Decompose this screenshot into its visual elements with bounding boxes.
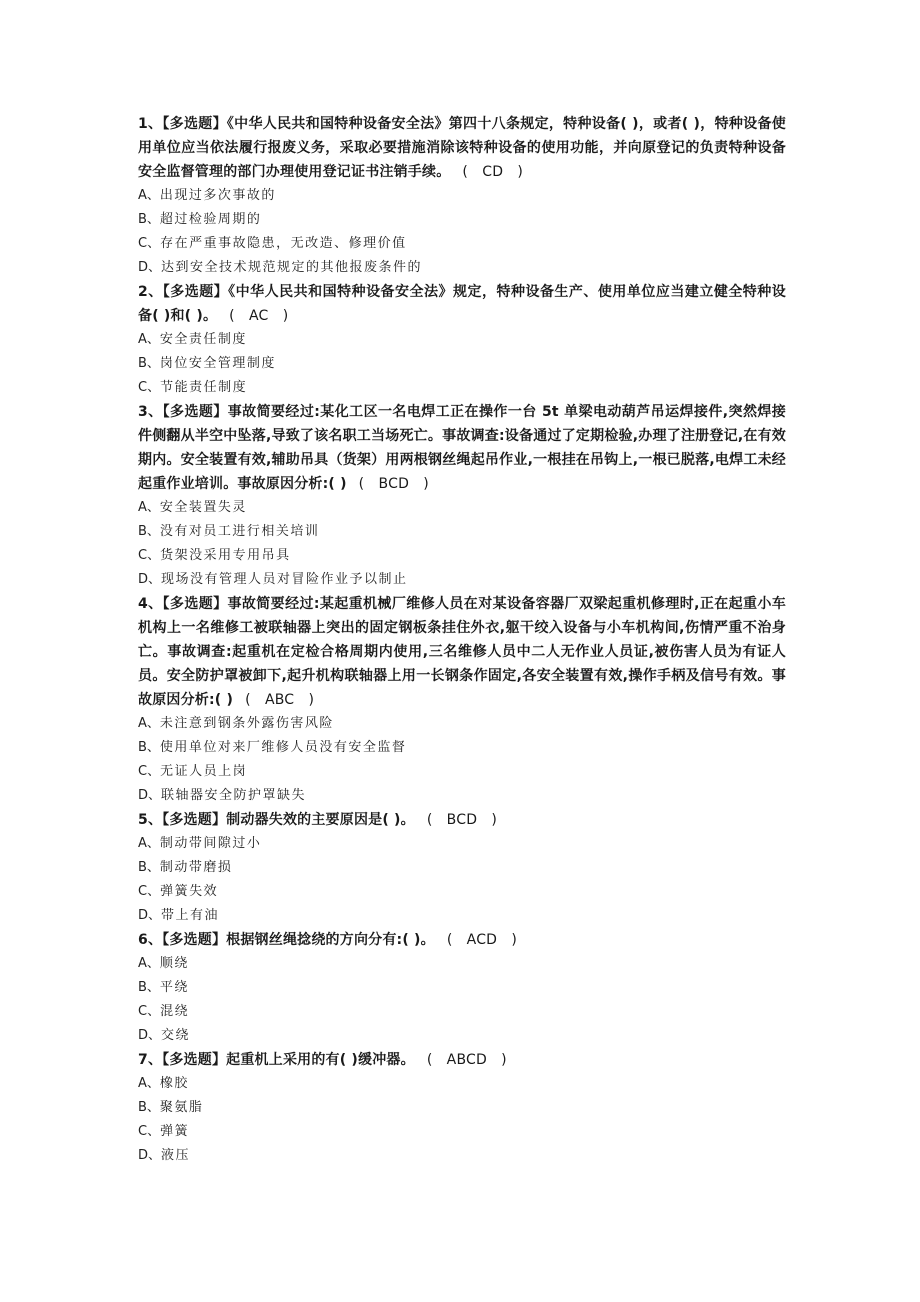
- option-c: C、弹簧失效: [138, 884, 219, 899]
- option-d: D、联轴器安全防护罩缺失: [138, 788, 307, 803]
- question-block: [138, 928, 786, 1048]
- option-a: A、安全装置失灵: [138, 500, 247, 515]
- question-block: [138, 808, 786, 928]
- option-a: A、顺绕: [138, 956, 189, 971]
- option-b: B、超过检验周期的: [138, 212, 262, 227]
- option-b: B、没有对员工进行相关培训: [138, 524, 320, 539]
- answer-key: ( ACD ): [446, 932, 518, 948]
- option-c: C、混绕: [138, 1004, 190, 1019]
- question-block: [138, 592, 786, 808]
- answer-key: ( AC ): [229, 308, 289, 324]
- option-b: B、聚氨脂: [138, 1100, 204, 1115]
- option-c: C、无证人员上岗: [138, 764, 248, 779]
- option-d: D、达到安全技术规范规定的其他报废条件的: [138, 260, 423, 275]
- option-d: D、液压: [138, 1148, 191, 1163]
- answer-key: ( BCD ): [358, 476, 429, 492]
- option-a: A、未注意到钢条外露伤害风险: [138, 716, 334, 731]
- question-stem: 5、【多选题】制动器失效的主要原因是( )。 ( BCD ): [138, 808, 786, 832]
- option-a: A、制动带间隙过小: [138, 836, 262, 851]
- question-stem: 6、【多选题】根据钢丝绳捻绕的方向分有:( )。 ( ACD ): [138, 928, 786, 952]
- question-stem: 2、【多选题】《中华人民共和国特种设备安全法》规定，特种设备生产、使用单位应当建立健全特种设备( )和( )。 ( AC ): [138, 284, 786, 324]
- answer-key: ( ABCD ): [426, 1052, 507, 1068]
- question-stem: 3、【多选题】事故简要经过:某化工区一名电焊工正在操作一台 5t 单梁电动葫芦吊运焊接件,突然焊接件侧翻从半空中坠落,导致了该名职工当场死亡。事故调查:设备通过了定期检验,办理了注册登记,在有效期内。安全装置有效,辅助吊具（货架）用两根钢丝绳起吊作业,一根挂在吊钩上,一根已脱落,电焊工未经起重作业培训。事故原因分析:( ) ( BCD ): [138, 404, 786, 492]
- option-c: C、节能责任制度: [138, 380, 248, 395]
- answer-key: ( ABC ): [245, 692, 315, 708]
- document-page: [138, 112, 786, 1168]
- question-stem: 4、【多选题】事故简要经过:某起重机械厂维修人员在对某设备容器厂双梁起重机修理时,正在起重小车机构上一名维修工被联轴器上突出的固定钢板条挂住外衣,躯干绞入设备与小车机构间,伤情严重不治身亡。事故调查:起重机在定检合格周期内使用,三名维修人员中二人无作业人员证,被伤害人员为有证人员。安全防护罩被卸下,起升机构联轴器上用一长钢条作固定,各安全装置有效,操作手柄及信号有效。事故原因分析:( ) ( ABC ): [138, 596, 786, 708]
- answer-key: ( CD ): [462, 164, 524, 180]
- question-stem: 7、【多选题】起重机上采用的有( )缓冲器。 ( ABCD ): [138, 1048, 786, 1072]
- option-d: D、交绕: [138, 1028, 191, 1043]
- option-b: B、使用单位对来厂维修人员没有安全监督: [138, 740, 407, 755]
- option-c: C、存在严重事故隐患，无改造、修理价值: [138, 236, 407, 251]
- question-block: [138, 1048, 786, 1168]
- option-c: C、弹簧: [138, 1124, 190, 1139]
- question-block: [138, 400, 786, 592]
- option-d: D、现场没有管理人员对冒险作业予以制止: [138, 572, 408, 587]
- option-c: C、货架没采用专用吊具: [138, 548, 291, 563]
- option-a: A、安全责任制度: [138, 332, 247, 347]
- option-a: A、橡胶: [138, 1076, 189, 1091]
- option-b: B、制动带磨损: [138, 860, 233, 875]
- question-block: [138, 280, 786, 400]
- option-d: D、带上有油: [138, 908, 220, 923]
- option-a: A、出现过多次事故的: [138, 188, 276, 203]
- answer-key: ( BCD ): [426, 812, 498, 828]
- question-block: [138, 112, 786, 280]
- option-b: B、平绕: [138, 980, 189, 995]
- question-stem: 1、【多选题】《中华人民共和国特种设备安全法》第四十八条规定，特种设备( )，或者( )，特种设备使用单位应当依法履行报废义务，采取必要措施消除该特种设备的使用功能，并向原登记的负责特种设备安全监督管理的部门办理使用登记证书注销手续。 ( CD ): [138, 116, 786, 180]
- option-b: B、岗位安全管理制度: [138, 356, 276, 371]
